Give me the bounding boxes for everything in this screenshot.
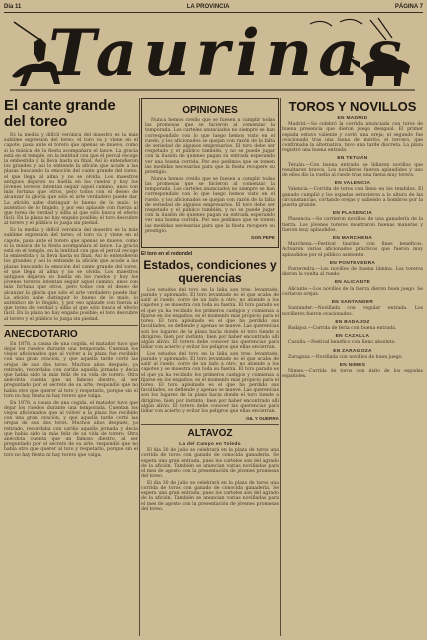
opinion-body: Nunca hemos creído que se fuesen a cumplir todas las promesas que se hicieron al comenzar la temporada. Los carteles anunciados no siempre se han correspondido con lo que luego hemos visto en el ruedo, y los aficionados se quejan con razón de la falta de seriedad de algunos empresarios. El toro debe ser respetado y el público también, y no se puede jugar con la ilusión de quienes pagan su entrada esperando ver una buena corrida. Por eso pedimos que se tomen las medidas necesarias para que la fiesta recupere su prestigio.: [145, 118, 275, 176]
report-title: EN BADAJOZ: [335, 319, 370, 325]
report-title: EN PLASENCIA: [332, 211, 373, 217]
header-paper-name: LA PROVINCIA: [186, 4, 230, 10]
report-body: Pontevedra.—Los novillos de buena lámina. Los toreros dieron la vuelta al ruedo.: [282, 267, 423, 278]
report-title: EN MARCHENA: [332, 236, 373, 242]
opinion-byline: DON PEPE: [251, 235, 275, 241]
report-body: Nimes.—Corrida de toros con éxito de los espadas españoles.: [282, 369, 423, 380]
column-center: [141, 98, 279, 638]
article-kicker: El toro en el redondel: [141, 250, 193, 257]
masthead-title: Taurinas: [48, 16, 408, 91]
report-title: EN SANTANDER: [331, 300, 374, 306]
report-body: Marchena.—Festival taurino con fines benéficos. Actuaron varios aficionados prácticos que fueron muy aplaudidos por el público asistente.: [282, 242, 423, 258]
article-headline: El cante grande del toreo: [4, 98, 116, 130]
report-title: EN ALICANTE: [334, 280, 371, 286]
opinion-body-continued: Nunca hemos creído que se fuesen a cumplir todas las promesas que se hicieron al comenzar la temporada. Los carteles anunciados no siempre se han correspondido con lo que luego hemos visto en el ruedo, y los aficionados se quejan con razón de la falta de seriedad de algunos empresarios. El toro debe ser respetado y el público también, y no se puede jugar con la ilusión de quienes pagan su entrada esperando ver una buena corrida. Por eso pedimos que se tomen las medidas necesarias para que la fiesta recupere su prestigio.: [145, 176, 275, 234]
masthead: [10, 14, 415, 94]
article-body: Los estados del toro en la lidia son tres: levantado, parado y aplomado. El toro levantado es el que acaba de salir al ruedo, corre de un lado a otro, no atiende a los capotes y se muestra con toda su fuerza. El toro parado es el que ya ha recibido los primeros castigos y comienza a fijarse en los engaños; es el momento más propicio para el toreo. El toro aplomado es el que ha perdido sus facultades, se defiende y apenas se mueve. Las querencias son los lugares de la plaza hacia donde el toro tiende a dirigirse, bien por instinto, bien por haber encontrado allí algún alivio. El torero debe conocer las querencias para lidiar con acierto y evitar los peligros que ellas encierran.: [141, 287, 279, 351]
report-body: Madrid.—Se celebró la corrida anunciada con toros de buena presencia que dieron juego desigual. El primer espada estuvo valiente y cortó una oreja; el segundo fue ovacionado tras una faena de mérito; el tercero, que confirmaba la alternativa, tuvo una tarde discreta. La plaza registró una buena entrada.: [282, 122, 423, 154]
report-title: EN ZARAGOZA: [333, 348, 372, 354]
column-left: [4, 98, 138, 638]
report-body: Cazalla.—Festival benéfico con lleno absoluto.: [288, 340, 396, 346]
report-body: Badajoz.—Corrida de feria con buena entrada.: [288, 325, 397, 331]
section-divider: [4, 325, 138, 326]
header-page-number: PÁGINA 7: [394, 4, 423, 10]
page-header: [4, 2, 423, 13]
report-body: Tetuán.—Con buena entrada se lidiaron novillos que resultaron bravos. Los novilleros fueron aplaudidos y uno de ellos dio la vuelta al ruedo tras una faena muy torera.: [282, 162, 423, 179]
section-subtitle: La del Campo en Toledo: [179, 441, 241, 447]
article-body: Es la media y difícil verónica del maestro es la más sublime expresión del toreo; el toro va y viene en el capote, pasa ante el torero que apenas se mueve, como si la música de la fiesta acompañara el lance. La gracia está en el temple, en la lentitud con que el percal recoge la embestida y la lleva hasta su final. Así lo entendieron los grandes y así lo entiende la afición que acude a las plazas buscando la emoción del cante grande del toreo, el que llega al alma y no se olvida. Los maestros antiguos dejaron su huella en los ruedos y hoy los jóvenes toreros intentan seguir aquel camino, unos con más fortuna que otros, pero todos con el deseo de alcanzar la gloria que sólo el arte verdadero puede dar. La afición sabe distinguir lo bueno de lo malo, lo auténtico de lo fingido, y por eso aplaude con fuerza al que torea de verdad y silba al que sólo busca el efecto fácil. En la plaza no hay engaño posible; el toro descubre al torero y el público lo juzga sin piedad.: [4, 133, 138, 227]
header-day: Día 11: [4, 4, 22, 10]
report-body: Plasencia.—Se corrieron novillos de una ganadería de la tierra. Los jóvenes toreros mostraron buenas maneras y fueron muy aplaudidos.: [282, 217, 423, 233]
report-title: EN VALENCIA: [334, 181, 371, 187]
section-body-continued: El día 30 de julio se celebrará en la plaza de toros una corrida de toros con ganado de conocida ganadería. Se espera una gran entrada, pues los carteles son del agrado de la afición. También se anuncian varias novilladas para el mes de agosto con la presentación de jóvenes promesas del toreo.: [141, 480, 279, 512]
column-right: [282, 98, 423, 638]
opinion-title: OPINIONES: [182, 105, 238, 116]
section-body: En 1878, a causa de una cogida, el matador tuvo que dejar los ruedos durante una temporada. Cuentan los viejos aficionados que al volver a la plaza fue recibido con una gran ovación, y que aquella tarde cortó las orejas de sus dos toros. Muchos años después, ya retirado, recordaba con cariño aquella jornada y decía que había sido la más feliz de su vida de torero. Otra anécdota cuenta que un famoso diestro, al ser preguntado por el secreto de su arte, respondió que no había otro que querer al toro y respetarlo, porque sin el toro no hay fiesta ni hay torero que valga.: [4, 341, 138, 399]
section-title: ANECDOTARIO: [4, 328, 78, 340]
report-body: Valencia.—Corrida de toros con lleno en los tendidos. El ganado cumplió y los espadas estuvieron a la altura de las circunstancias, cortando orejas y saliendo a hombros por la puerta grande.: [282, 187, 423, 209]
section-body-continued: En 1878, a causa de una cogida, el matador tuvo que dejar los ruedos durante una temporada. Cuentan los viejos aficionados que al volver a la plaza fue recibido con una gran ovación, y que aquella tarde cortó las orejas de sus dos toros. Muchos años después, ya retirado, recordaba con cariño aquella jornada y decía que había sido la más feliz de su vida de torero. Otra anécdota cuenta que un famoso diestro, al ser preguntado por el secreto de su arte, respondió que no había otro que querer al toro y respetarlo, porque sin el toro no hay fiesta ni hay torero que valga.: [4, 400, 138, 458]
article-body-continued: Es la media y difícil verónica del maestro es la más sublime expresión del toreo; el toro va y viene en el capote, pasa ante el torero que apenas se mueve, como si la música de la fiesta acompañara el lance. La gracia está en el temple, en la lentitud con que el percal recoge la embestida y la lleva hasta su final. Así lo entendieron los grandes y así lo entiende la afición que acude a las plazas buscando la emoción del cante grande del toreo, el que llega al alma y no se olvida. Los maestros antiguos dejaron su huella en los ruedos y hoy los jóvenes toreros intentan seguir aquel camino, unos con más fortuna que otros, pero todos con el deseo de alcanzar la gloria que sólo el arte verdadero puede dar. La afición sabe distinguir lo bueno de lo malo, lo auténtico de lo fingido, y por eso aplaude con fuerza al que torea de verdad y silba al que sólo busca el efecto fácil. En la plaza no hay engaño posible; el toro descubre al torero y el público lo juzga sin piedad.: [4, 228, 138, 322]
section-divider: [141, 424, 279, 425]
opinion-box: [141, 98, 279, 248]
report-title: EN CAZALLA: [335, 334, 370, 340]
article-byline: GIL Y GUERRA: [246, 415, 279, 421]
article-headline: Estados, condiciones y querencias: [143, 257, 277, 285]
report-title: EN PONTEVEDRA: [329, 260, 376, 266]
section-headline: TOROS Y NOVILLOS: [288, 99, 417, 114]
report-title: EN TETUÁN: [337, 156, 368, 162]
report-body: Alicante.—Los novillos de la tierra dieron buen juego. Se cortaron orejas.: [282, 286, 423, 297]
article-body-continued: Los estados del toro en la lidia son tres: levantado, parado y aplomado. El toro levantado es el que acaba de salir al ruedo, corre de un lado a otro, no atiende a los capotes y se muestra con toda su fuerza. El toro parado es el que ya ha recibido los primeros castigos y comienza a fijarse en los engaños; es el momento más propicio para el toreo. El toro aplomado es el que ha perdido sus facultades, se defiende y apenas se mueve. Las querencias son los lugares de la plaza hacia donde el toro tiende a dirigirse, bien por instinto, bien por haber encontrado allí algún alivio. El torero debe conocer las querencias para lidiar con acierto y evitar los peligros que ellas encierran.: [141, 351, 279, 415]
report-title: EN NIMES: [339, 362, 366, 368]
section-title: ALTAVOZ: [187, 427, 233, 439]
report-body: Santander.—Novillada con regular entrada. Los novilleros fueron ovacionados.: [282, 306, 423, 317]
report-title: EN MADRID: [337, 116, 368, 121]
column-rule: [280, 98, 281, 636]
column-rule: [139, 98, 140, 636]
section-body: El día 30 de julio se celebrará en la plaza de toros una corrida de toros con ganado de conocida ganadería. Se espera una gran entrada, pues los carteles son del agrado de la afición. También se anuncian varias novilladas para el mes de agosto con la presentación de jóvenes promesas del toreo.: [141, 448, 279, 480]
report-body: Zaragoza.—Novillada con novillos de buen juego.: [288, 354, 403, 360]
